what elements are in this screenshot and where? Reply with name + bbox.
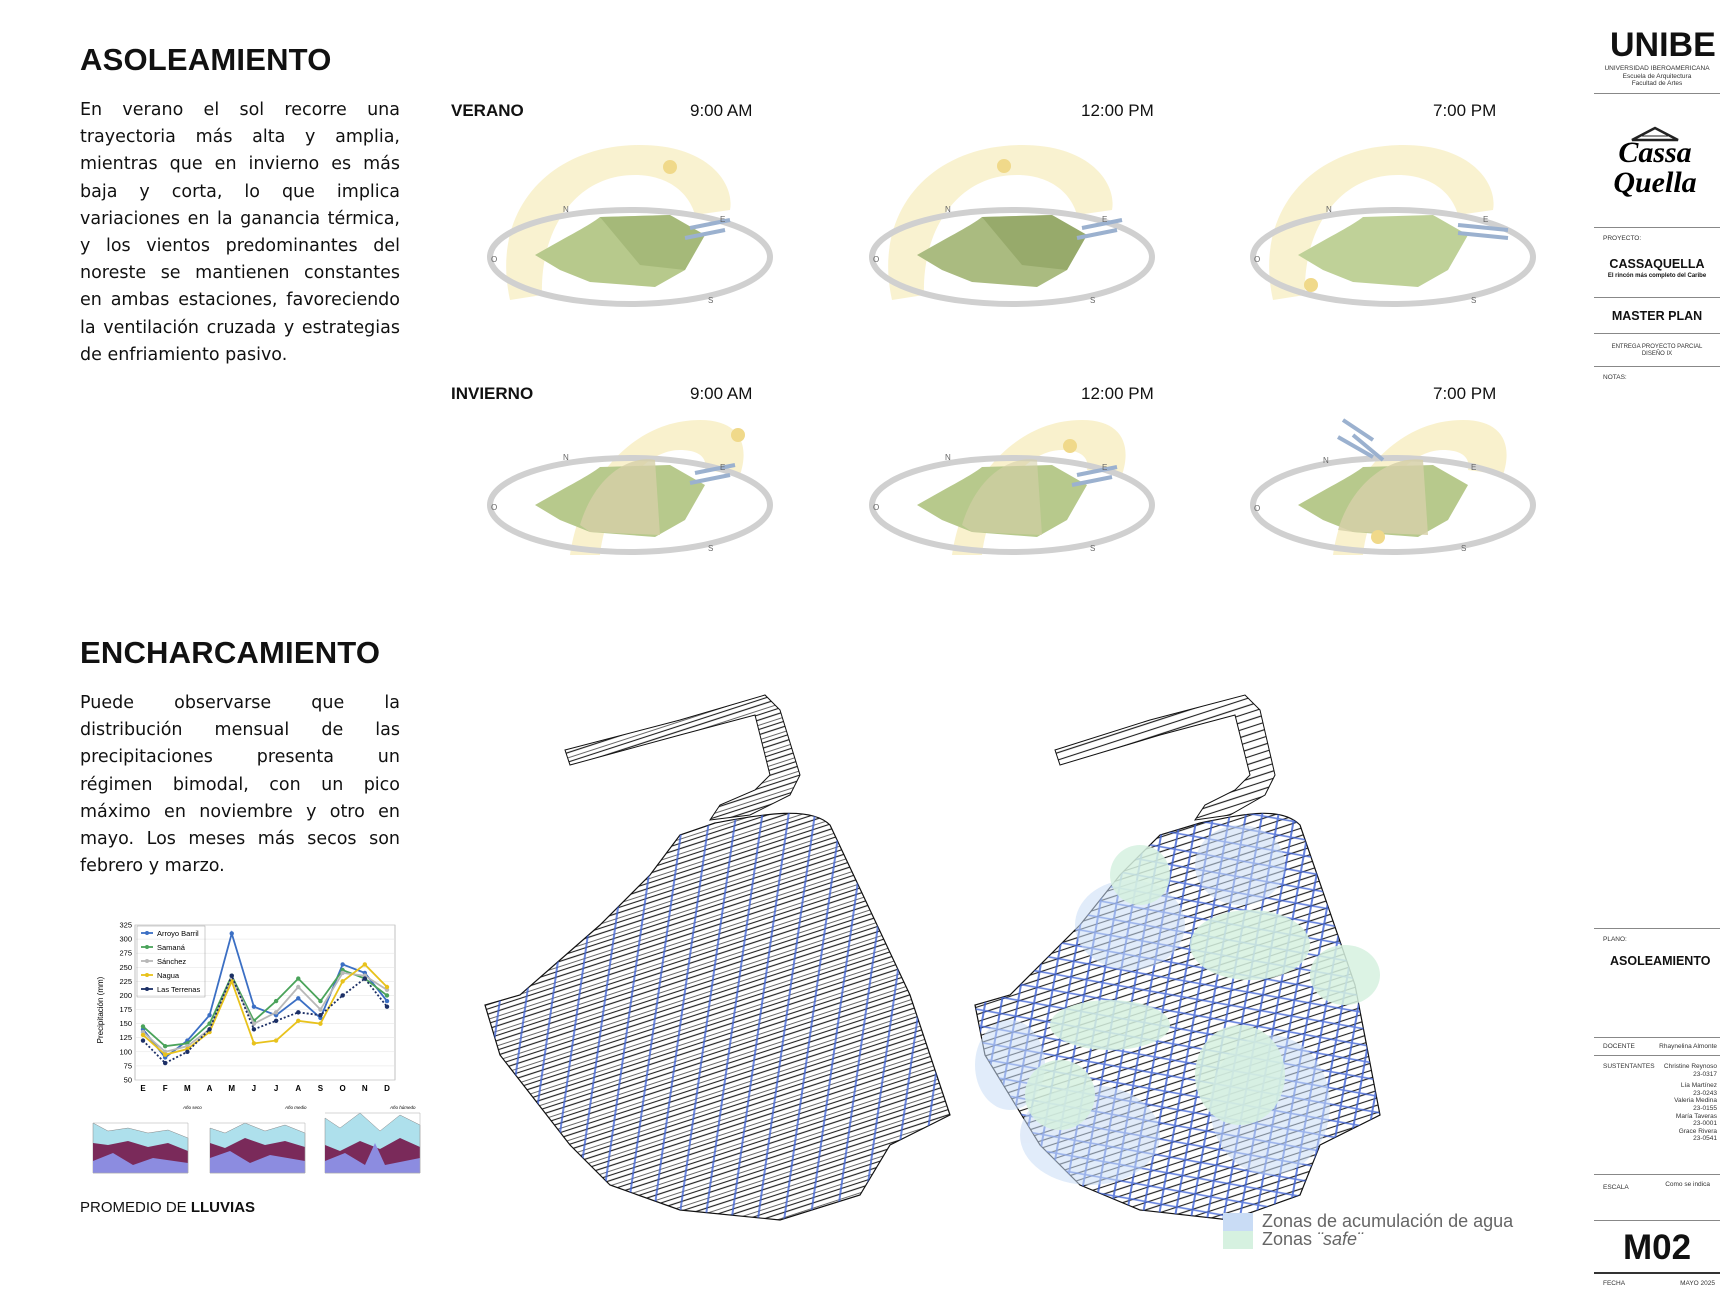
chart-legend [137,926,205,997]
compass-o: O [873,503,880,512]
compass-s: S [1471,296,1477,305]
chart-ytick-label: 50 [123,1075,132,1085]
chart-data-point [207,1027,211,1031]
chart-data-point [252,1027,256,1031]
compass-o: O [491,503,498,512]
topographic-map-runoff [480,675,960,1235]
chart-data-point [274,1038,278,1042]
time-summer-12pm: 12:00 PM [1081,101,1154,120]
compass-o: O [491,255,498,264]
chart-data-point [274,1019,278,1023]
chart-yticks [119,921,132,1085]
chart-data-point [141,1038,145,1042]
compass-n: N [563,453,569,462]
chart-legend-marker [145,931,149,935]
chart-xtick-label: S [317,1084,324,1093]
compass-o: O [873,255,880,264]
fecha-label: FECHA [1603,1280,1626,1287]
escala-value: Como se indica [1665,1181,1710,1188]
proyecto-slogan: El rincón más completo del Caribe [1607,273,1707,279]
unibe-logo: UNIBE [1610,26,1716,64]
sun-diagram-winter-9am [480,415,780,565]
master-plan-label: MASTER PLAN [1611,309,1703,323]
chart-data-point [163,1061,167,1065]
chart-data-point [296,1010,300,1014]
chart-data-point [252,1005,256,1009]
time-summer-7pm: 7:00 PM [1433,101,1497,120]
chart-data-point [340,962,344,966]
legend-swatch-safe [1223,1231,1253,1249]
chart-data-point [252,1041,256,1045]
mini-chart-medio [210,1105,307,1173]
mini-chart-title-medio: Año medio [285,1105,307,1110]
chart-legend-label: Arroyo Barril [157,929,199,938]
compass-n: N [1326,205,1332,214]
time-winter-7pm: 7:00 PM [1433,384,1497,403]
chart-legend-label: Las Terrenas [157,985,201,994]
chart-data-point [340,971,344,975]
compass-e: E [1102,215,1108,224]
topographic-map-water-zones [970,675,1400,1235]
season-summer-label: VERANO [451,101,524,120]
sun-diagram-summer-9am [480,120,780,320]
chart-data-point [363,962,367,966]
chart-data-point [274,1010,278,1014]
university-lines: UNIVERSIDAD IBEROAMERICANA Escuela de Arquitectura Facultad de Artes [1604,65,1710,87]
escala-label: ESCALA [1603,1184,1629,1191]
chart-data-point [230,931,234,935]
compass-s: S [708,296,714,305]
compass-n: N [945,205,951,214]
time-winter-12pm: 12:00 PM [1081,384,1154,403]
chart-data-point [296,996,300,1000]
chart-data-point [296,1019,300,1023]
docente-name: Rhaynelina Almonte [1659,1043,1717,1050]
chart-ytick-label: 225 [119,976,132,986]
compass-o: O [1254,255,1261,264]
chart-xtick-label: A [206,1084,213,1093]
time-winter-9am: 9:00 AM [690,384,753,403]
chart-data-point [385,993,389,997]
chart-data-point [141,1024,145,1028]
docente-label: DOCENTE [1603,1043,1635,1050]
mini-chart-title-seco: Año seco [183,1105,202,1110]
chart-xtick-label: F [162,1084,168,1093]
sun-diagram-summer-12pm [862,120,1162,320]
chart-ytick-label: 275 [119,948,132,958]
chart-data-point [340,979,344,983]
chart-data-point [141,1033,145,1037]
chart-ytick-label: 100 [119,1047,132,1057]
chart-ytick-label: 300 [119,934,132,944]
chart-data-point [163,1052,167,1056]
fecha-value: MAYO 2025 [1680,1280,1715,1287]
cassaquella-logo [1612,126,1698,198]
rainfall-mini-charts [88,1103,433,1183]
legend-swatch-water [1223,1213,1253,1231]
chart-data-point [318,999,322,1003]
chart-ytick-label: 200 [119,990,132,1000]
proyecto-name: CASSAQUELLA [1609,257,1705,271]
chart-legend-marker [145,959,149,963]
mini-chart-seco [93,1105,202,1173]
chart-data-point [363,976,367,980]
chart-data-point [296,985,300,989]
asoleamiento-text: En verano el sol recorre una trayectoria más alta y amplia, mientras que en invierno es más baja y corta, lo que implica variaciones en la ganancia térmica, y los vientos predominantes del noreste se mantienen constantes en ambas estaciones, favoreciendo la ventilación cruzada y estrategias de enfriamiento pasivo. [80,100,400,365]
chart-data-point [385,999,389,1003]
chart-data-point [230,974,234,978]
mini-chart-title-humedo: Año húmedo [390,1105,416,1110]
chart-data-point [296,976,300,980]
season-winter-label: INVIERNO [451,384,534,403]
chart-data-point [385,985,389,989]
encharcamiento-title: ENCHARCAMIENTO [80,635,381,670]
compass-o: O [1254,504,1261,513]
chart-legend-label: Sánchez [157,957,187,966]
rainfall-line-chart [95,915,405,1095]
chart-caption: PROMEDIO DE LLUVIAS [80,1199,256,1216]
chart-data-point [318,1007,322,1011]
compass-e: E [1483,215,1489,224]
sustentantes-label: SUSTENTANTES [1603,1063,1655,1070]
compass-n: N [945,453,951,462]
compass-s: S [1090,296,1096,305]
asoleamiento-title: ASOLEAMIENTO [80,42,332,77]
chart-legend-label: Samaná [157,943,185,952]
chart-data-point [185,1050,189,1054]
encharcamiento-text: Puede observarse que la distribución mensual de las precipitaciones presenta un régimen bimodal, con un pico máximo en noviembre y otro en mayo. Los meses más secos son febrero y marzo. [80,693,400,877]
entrega-text: ENTREGA PROYECTO PARCIAL DISEÑO IX [1611,344,1703,357]
sun-diagram-winter-7pm [1243,415,1543,565]
chart-data-point [340,993,344,997]
plano-label: PLANO: [1603,936,1627,943]
chart-xtick-label: O [339,1084,346,1093]
chart-data-point [385,1005,389,1009]
chart-ytick-label: 250 [119,962,132,972]
sun-diagram-winter-12pm [862,415,1162,565]
chart-data-point [207,1013,211,1017]
chart-ytick-label: 125 [119,1033,132,1043]
chart-data-point [252,1021,256,1025]
chart-data-point [163,1044,167,1048]
legend-label-safe: Zonas ¨safe¨ [1262,1229,1364,1249]
chart-xtick-label: A [295,1084,302,1093]
chart-xtick-label: E [140,1084,146,1093]
chart-xtick-label: N [361,1084,368,1093]
legend-label-water: Zonas de acumulación de agua [1262,1211,1514,1231]
plano-name: ASOLEAMIENTO [1610,954,1711,968]
sustentantes-list: Christine Reynoso 23-0317 Lía Martínez 23-0243 Valeria Medina 23-0155 María Taveras 23-0001 Grace Rivera 23-0541 [1663,1063,1717,1143]
time-summer-9am: 9:00 AM [690,101,753,120]
sun-diagram-summer-7pm [1243,120,1543,320]
chart-legend-label: Nagua [157,971,180,980]
chart-xtick-label: J [273,1084,279,1093]
compass-s: S [1461,544,1467,553]
sheet-number: M02 [1622,1228,1692,1267]
compass-s: S [708,544,714,553]
chart-ytick-label: 175 [119,1005,132,1015]
compass-e: E [720,463,726,472]
svg-text:Cassa: Cassa [1618,136,1692,169]
compass-n: N [563,205,569,214]
chart-data-point [274,999,278,1003]
chart-ylabel: Precipitación (mm) [96,976,105,1044]
chart-xtick-label: D [384,1084,390,1093]
chart-data-point [318,1013,322,1017]
chart-legend-marker [145,945,149,949]
chart-data-point [318,1021,322,1025]
svg-text:Quella: Quella [1613,166,1697,198]
chart-ytick-label: 150 [119,1019,132,1029]
chart-legend-marker [145,987,149,991]
chart-ytick-label: 75 [123,1061,132,1071]
chart-xtick-label: M [184,1084,191,1093]
mini-chart-humedo [325,1105,420,1173]
notas-label: NOTAS: [1603,374,1627,381]
chart-legend-marker [145,973,149,977]
compass-e: E [1471,463,1477,472]
chart-xtick-label: J [251,1084,257,1093]
proyecto-label: PROYECTO: [1603,235,1642,242]
chart-xticks [140,1084,390,1093]
chart-ytick-label: 325 [119,920,132,930]
compass-e: E [720,215,726,224]
compass-e: E [1102,463,1108,472]
chart-xtick-label: M [228,1084,236,1093]
compass-s: S [1090,544,1096,553]
compass-n: N [1323,456,1329,465]
